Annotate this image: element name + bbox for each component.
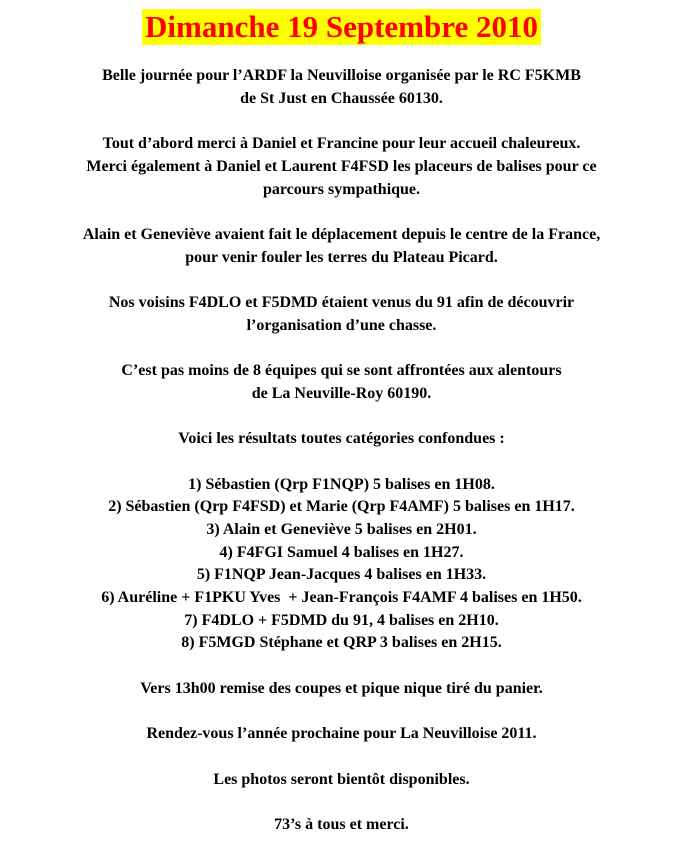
text-line: Les photos seront bientôt disponibles. xyxy=(213,770,470,788)
paragraph-intro xyxy=(0,65,683,110)
paragraph-photos xyxy=(0,769,683,792)
result-item: 3) Alain et Geneviève 5 balises en 2H01. xyxy=(206,520,477,538)
text-line: Tout d’abord merci à Daniel et Francine pour leur accueil chaleureux. xyxy=(102,135,581,153)
paragraph-teams xyxy=(0,360,683,405)
result-item: 4) F4FGI Samuel 4 balises en 1H27. xyxy=(219,543,464,561)
paragraph-results-intro xyxy=(0,428,683,451)
text-line: C’est pas moins de 8 équipes qui se sont affrontées aux alentours xyxy=(121,362,562,380)
text-line: Belle journée pour l’ARDF la Neuvilloise organisée par le RC F5KMB xyxy=(102,67,581,84)
result-item: 7) F4DLO + F5DMD du 91, 4 balises en 2H10. xyxy=(184,611,499,629)
paragraph-next-year xyxy=(0,723,683,746)
paragraph-signoff xyxy=(0,814,683,837)
text-line: l’organisation d’une chasse. xyxy=(246,316,437,334)
paragraph-thanks xyxy=(0,133,683,201)
result-item: 1) Sébastien (Qrp F1NQP) 5 balises en 1H08. xyxy=(188,475,495,493)
results-list xyxy=(0,474,683,656)
result-item: 8) F5MGD Stéphane et QRP 3 balises en 2H15. xyxy=(181,634,502,652)
text-line: Alain et Geneviève avaient fait le déplacement depuis le centre de la France, xyxy=(82,225,601,243)
result-item: 5) F1NQP Jean-Jacques 4 balises en 1H33. xyxy=(196,566,487,584)
document-body xyxy=(0,65,683,859)
paragraph-neighbours xyxy=(0,292,683,337)
text-line: 73’s à tous et merci. xyxy=(274,816,409,834)
page-title: Dimanche 19 Septembre 2010 xyxy=(142,9,541,45)
text-line: de St Just en Chaussée 60130. xyxy=(240,89,443,107)
text-line: Voici les résultats toutes catégories confondues : xyxy=(178,430,505,448)
text-line: parcours sympathique. xyxy=(262,180,421,198)
text-line: Merci également à Daniel et Laurent F4FSD les placeurs de balises pour ce xyxy=(86,157,597,175)
result-item: 2) Sébastien (Qrp F4FSD) et Marie (Qrp F4AMF) 5 balises en 1H17. xyxy=(108,498,575,516)
text-line: Vers 13h00 remise des coupes et pique nique tiré du panier. xyxy=(140,679,543,697)
result-item: 6) Auréline + F1PKU Yves + Jean-François F4AMF 4 balises en 1H50. xyxy=(101,589,582,607)
text-line: de La Neuville-Roy 60190. xyxy=(251,384,432,402)
text-line: pour venir fouler les terres du Plateau Picard. xyxy=(185,248,498,266)
paragraph-awards xyxy=(0,678,683,701)
title-container xyxy=(0,9,683,45)
text-line: Rendez-vous l’année prochaine pour La Neuvilloise 2011. xyxy=(146,725,537,743)
paragraph-travel xyxy=(0,224,683,269)
text-line: Nos voisins F4DLO et F5DMD étaient venus du 91 afin de découvrir xyxy=(108,293,575,311)
